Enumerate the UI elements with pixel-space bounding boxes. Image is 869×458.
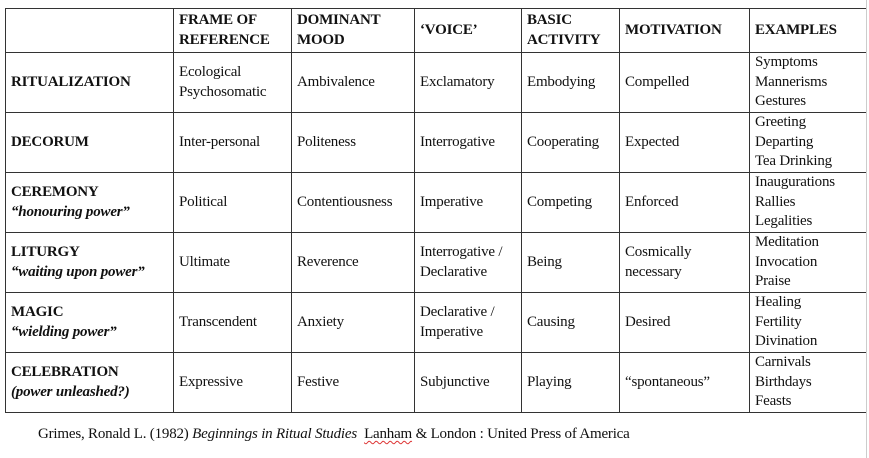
ritual-mode-name: DECORUM xyxy=(11,133,89,150)
ritual-mode-name: CEREMONY xyxy=(11,184,99,200)
examples-line: Symptoms xyxy=(755,54,818,71)
header-blank xyxy=(6,9,174,53)
header-examples: EXAMPLES xyxy=(750,9,867,53)
ritual-mode-subtitle: (power unleashed?) xyxy=(11,383,130,400)
table-row xyxy=(6,113,867,173)
examples-line: Departing xyxy=(755,133,814,150)
voice-cell xyxy=(415,53,522,113)
activity-cell: Playing xyxy=(522,353,620,413)
examples-line: Praise xyxy=(755,273,791,290)
examples-line: Fertility xyxy=(755,313,802,330)
examples-line: Tea Drinking xyxy=(755,153,832,170)
examples-line: Healing xyxy=(755,294,802,311)
activity-cell: Being xyxy=(522,233,620,293)
mood-cell: Festive xyxy=(292,353,415,413)
frame-cell xyxy=(174,173,292,233)
ritual-mode-subtitle: “waiting upon power” xyxy=(11,263,145,280)
voice-line: Imperative xyxy=(420,193,483,210)
header-voice: ‘VOICE’ xyxy=(415,9,522,53)
examples-line: Rallies xyxy=(755,193,796,210)
citation-author: Grimes, Ronald L. (1982) xyxy=(38,426,193,442)
citation xyxy=(38,426,630,443)
row-heading xyxy=(6,353,174,413)
frame-cell xyxy=(174,113,292,173)
mood-cell: Reverence xyxy=(292,233,415,293)
citation-title: Beginnings in Ritual Studies xyxy=(192,426,357,442)
frame-cell xyxy=(174,233,292,293)
examples-line: Inaugurations xyxy=(755,174,835,191)
activity-cell: Cooperating xyxy=(522,113,620,173)
mood-cell: Politeness xyxy=(292,113,415,173)
row-heading xyxy=(6,113,174,173)
frame-line: Ecological xyxy=(179,64,242,80)
voice-cell xyxy=(415,113,522,173)
header-row xyxy=(6,9,867,53)
motivation-line: necessary xyxy=(625,263,682,280)
examples-line: Divination xyxy=(755,333,818,350)
ritual-mode-name: RITUALIZATION xyxy=(11,73,131,90)
voice-cell xyxy=(415,233,522,293)
row-heading xyxy=(6,293,174,353)
frame-cell xyxy=(174,293,292,353)
mood-cell: Contentiousness xyxy=(292,173,415,233)
voice-line: Declarative / xyxy=(420,304,495,320)
citation-publisher: & London : United Press of America xyxy=(412,426,630,442)
voice-line: Declarative xyxy=(420,263,487,280)
frame-line: Political xyxy=(179,193,228,210)
mood-cell: Ambivalence xyxy=(292,53,415,113)
motivation-cell xyxy=(620,353,750,413)
frame-line: Expressive xyxy=(179,373,243,390)
activity-cell: Competing xyxy=(522,173,620,233)
header-motivation: MOTIVATION xyxy=(620,9,750,53)
examples-line: Birthdays xyxy=(755,373,812,390)
page-edge-divider xyxy=(866,0,867,458)
examples-line: Carnivals xyxy=(755,354,811,371)
motivation-line: Cosmically xyxy=(625,244,692,260)
frame-line: Psychosomatic xyxy=(179,83,267,100)
examples-cell xyxy=(750,293,867,353)
voice-line: Imperative xyxy=(420,323,483,340)
table-row xyxy=(6,173,867,233)
row-heading xyxy=(6,53,174,113)
motivation-line: “spontaneous” xyxy=(625,373,710,390)
mood-cell: Anxiety xyxy=(292,293,415,353)
examples-cell xyxy=(750,233,867,293)
citation-place: Lanham xyxy=(364,426,413,442)
motivation-line: Desired xyxy=(625,313,671,330)
examples-cell xyxy=(750,113,867,173)
voice-line: Interrogative / xyxy=(420,244,503,260)
frame-line: Inter-personal xyxy=(179,133,261,150)
motivation-line: Compelled xyxy=(625,73,690,90)
examples-line: Meditation xyxy=(755,234,819,251)
table-row xyxy=(6,53,867,113)
motivation-cell xyxy=(620,173,750,233)
examples-line: Legalities xyxy=(755,213,813,230)
motivation-cell xyxy=(620,293,750,353)
ritual-mode-name: MAGIC xyxy=(11,304,64,320)
header-basic-activity: BASIC ACTIVITY xyxy=(522,9,620,53)
examples-line: Feasts xyxy=(755,393,792,410)
examples-line: Mannerisms xyxy=(755,73,828,90)
examples-line: Greeting xyxy=(755,114,806,131)
examples-cell xyxy=(750,53,867,113)
activity-cell: Causing xyxy=(522,293,620,353)
header-dominant-mood: DOMINANT MOOD xyxy=(292,9,415,53)
examples-cell xyxy=(750,353,867,413)
voice-cell xyxy=(415,173,522,233)
table-row xyxy=(6,233,867,293)
ritual-modes-table xyxy=(5,8,867,413)
frame-line: Transcendent xyxy=(179,313,257,330)
table-row xyxy=(6,353,867,413)
frame-cell xyxy=(174,53,292,113)
activity-cell: Embodying xyxy=(522,53,620,113)
voice-line: Exclamatory xyxy=(420,73,495,90)
voice-cell xyxy=(415,293,522,353)
ritual-mode-subtitle: “wielding power” xyxy=(11,323,117,340)
motivation-cell xyxy=(620,53,750,113)
examples-line: Gestures xyxy=(755,93,806,110)
motivation-line: Expected xyxy=(625,133,680,150)
frame-cell xyxy=(174,353,292,413)
ritual-mode-name: CELEBRATION xyxy=(11,364,119,380)
row-heading xyxy=(6,233,174,293)
motivation-line: Enforced xyxy=(625,193,679,210)
table-row xyxy=(6,293,867,353)
motivation-cell xyxy=(620,233,750,293)
voice-line: Interrogative xyxy=(420,133,495,150)
motivation-cell xyxy=(620,113,750,173)
voice-cell xyxy=(415,353,522,413)
examples-cell xyxy=(750,173,867,233)
row-heading xyxy=(6,173,174,233)
examples-line: Invocation xyxy=(755,253,818,270)
voice-line: Subjunctive xyxy=(420,373,490,390)
header-frame-of-reference: FRAME OF REFERENCE xyxy=(174,9,292,53)
ritual-mode-subtitle: “honouring power” xyxy=(11,203,130,220)
ritual-mode-name: LITURGY xyxy=(11,244,80,260)
frame-line: Ultimate xyxy=(179,253,230,270)
